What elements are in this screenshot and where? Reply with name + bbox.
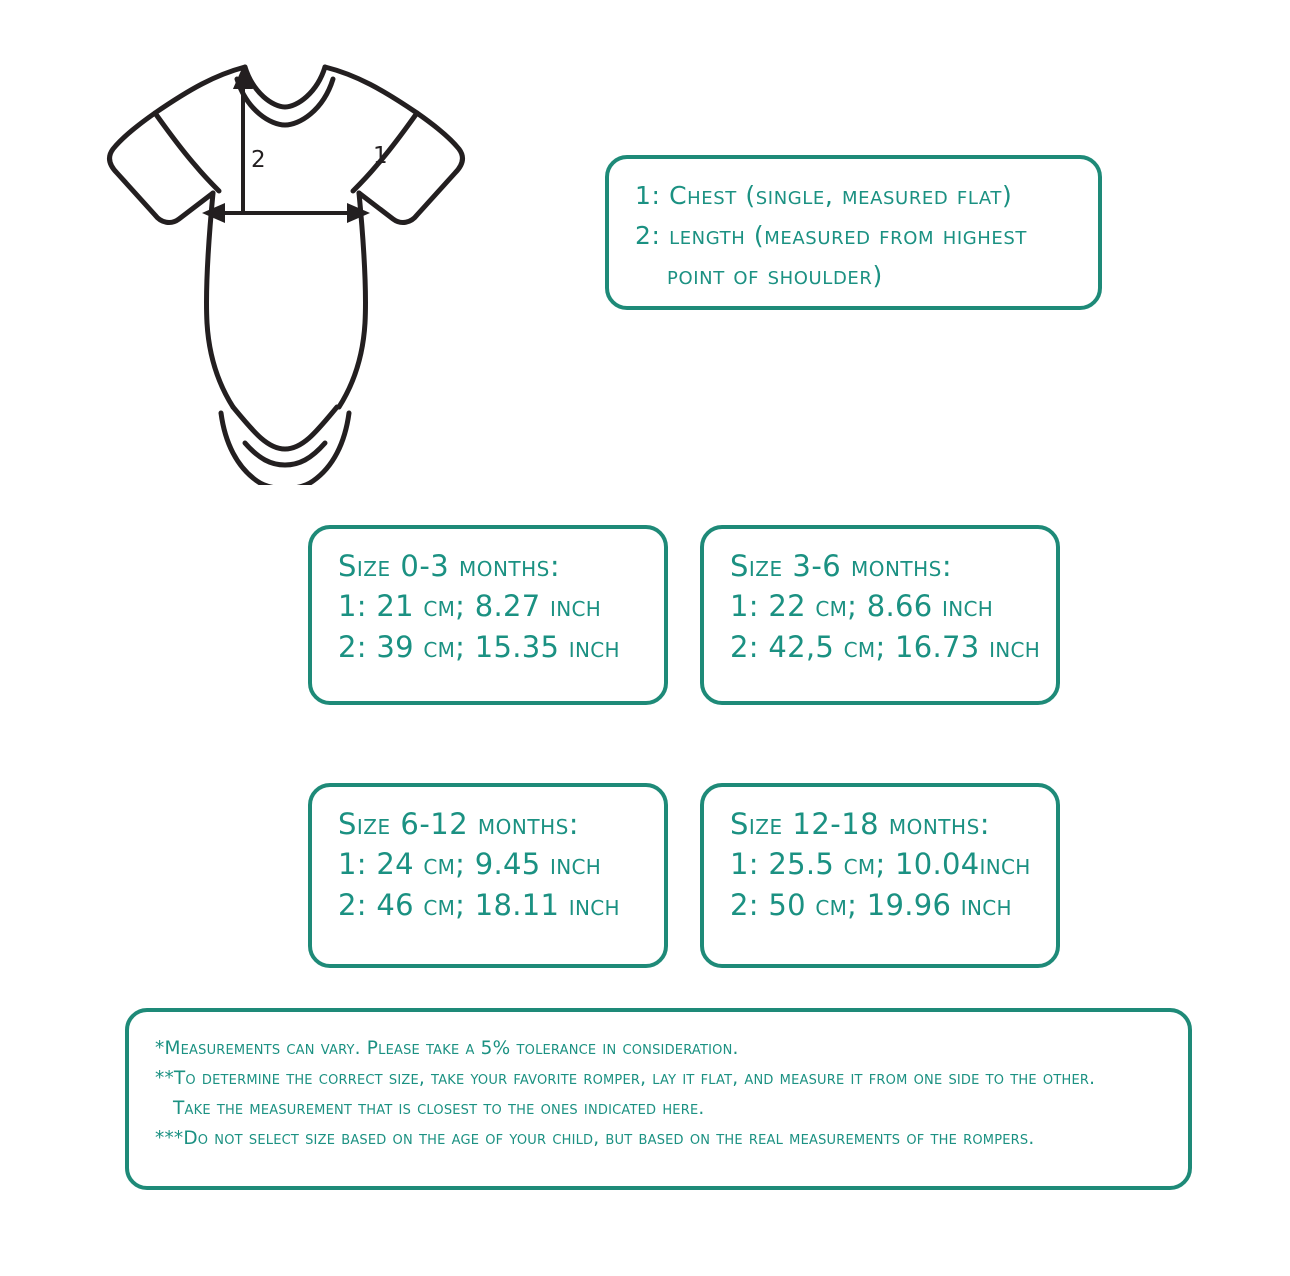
- size-card-title: Size 3-6 months:: [730, 549, 953, 583]
- measurement-legend: [605, 155, 1102, 310]
- size-card-length: 2: 42,5 cm; 16.73 inch: [730, 629, 1041, 664]
- notes-box: [125, 1008, 1192, 1190]
- size-card-length: 2: 50 cm; 19.96 inch: [730, 887, 1012, 922]
- note-how-to-measure: **To determine the correct size, take your favorite romper, lay it flat, and measure it from one side to the other.: [155, 1067, 1096, 1089]
- length-measure-label: 2: [251, 147, 266, 173]
- legend-chest-line: 1: Chest (single, measured flat): [635, 181, 1013, 210]
- size-card-12-18-months: [700, 783, 1060, 968]
- legend-length-line-continued: point of shoulder): [667, 261, 883, 290]
- size-card-3-6-months: [700, 525, 1060, 705]
- size-card-chest: 1: 25.5 cm; 10.04inch: [730, 847, 1031, 882]
- size-card-0-3-months: [308, 525, 668, 705]
- size-card-6-12-months: [308, 783, 668, 968]
- size-card-length: 2: 39 cm; 15.35 inch: [338, 629, 620, 664]
- size-card-title: Size 12-18 months:: [730, 807, 991, 841]
- size-card-chest: 1: 21 cm; 8.27 inch: [338, 589, 602, 624]
- note-how-to-measure-continued: Take the measurement that is closest to the ones indicated here.: [173, 1097, 705, 1119]
- size-card-chest: 1: 24 cm; 9.45 inch: [338, 847, 602, 882]
- note-age-warning: ***Do not select size based on the age of your child, but based on the real measurements of the rompers.: [155, 1127, 1035, 1149]
- romper-illustration: [95, 45, 475, 485]
- size-card-length: 2: 46 cm; 18.11 inch: [338, 887, 620, 922]
- note-tolerance: *Measurements can vary. Please take a 5% tolerance in consideration.: [155, 1038, 739, 1059]
- size-card-chest: 1: 22 cm; 8.66 inch: [730, 589, 994, 624]
- size-card-title: Size 6-12 months:: [338, 807, 580, 841]
- size-card-title: Size 0-3 months:: [338, 549, 561, 583]
- chest-measure-label: 1: [373, 143, 388, 169]
- legend-length-line: 2: length (measured from highest: [635, 221, 1028, 250]
- romper-outline-icon: [95, 45, 475, 485]
